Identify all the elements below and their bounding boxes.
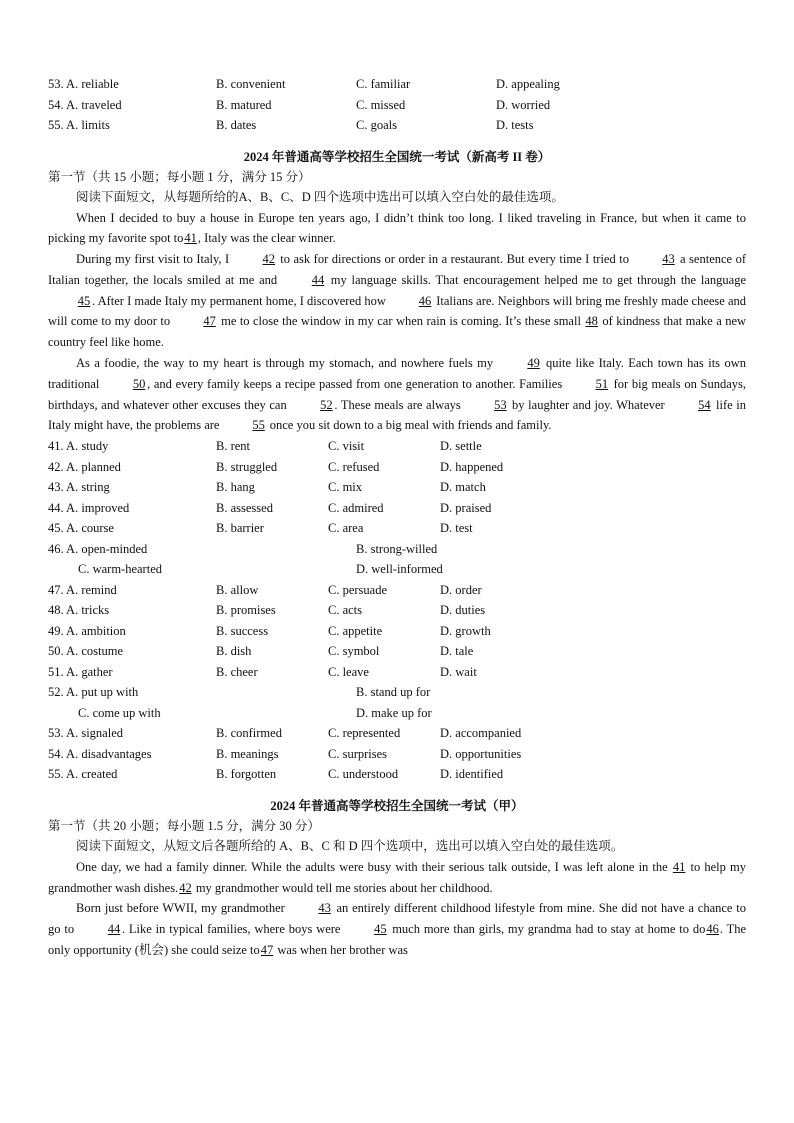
exam3-instruction: 阅读下面短文，从短文后各题所给的 A、B、C 和 D 四个选项中，选出可以填入空白处的最佳选项。 — [76, 839, 624, 854]
blank-53: 53 — [494, 397, 507, 412]
top-options — [48, 74, 746, 136]
option-row-54b: 54. A. disadvantages B. meanings C. surprises D. opportunities — [48, 746, 522, 761]
exam2-section-header: 第一节（共 15 小题；每小题 1 分，满分 15 分） — [48, 169, 311, 184]
option-row-43: 43. A. string B. hang C. mix D. match — [48, 480, 486, 495]
option-row-55: 55. A. limits B. dates C. goals D. tests — [48, 118, 534, 132]
blank-50: 50 — [132, 376, 146, 391]
option-row-53b: 53. A. signaled B. confirmed C. represented D. accompanied — [48, 726, 522, 741]
blank-48: 48 — [585, 314, 598, 329]
option-row-55b: 55. A. created B. forgotten C. understood D. identified — [48, 767, 504, 782]
option-row-48: 48. A. tricks B. promises C. acts D. duties — [48, 603, 486, 618]
blank-44b: 44 — [107, 922, 121, 937]
exam3-paragraph-1: One day, we had a family dinner. While the adults were busy with their serious talk outside, I was left alone in the 41 to help my grandmother wash dishes.42 my grandmother would tell me stories about her childhood. — [48, 859, 747, 895]
option-row-41: 41. A. study B. rent C. visit D. settle — [48, 439, 482, 454]
blank-46b: 46 — [706, 922, 719, 937]
blank-42: 42 — [262, 252, 275, 267]
blank-43: 43 — [662, 252, 675, 267]
exam2-instruction: 阅读下面短文，从每题所给的A、B、C、D 四个选项中选出可以填入空白处的最佳选项。 — [76, 190, 564, 204]
blank-43b: 43 — [318, 901, 331, 916]
blank-54: 54 — [698, 397, 711, 412]
option-row-51: 51. A. gather B. cheer C. leave D. wait — [48, 664, 477, 679]
option-row-45: 45. A. course B. barrier C. area D. test — [48, 521, 473, 536]
blank-45b: 45 — [374, 922, 387, 937]
exam2-paragraph-3: As a foodie, the way to my heart is through my stomach, and nowhere fuels my 49 quite like Italy. Each town has its own traditional 50 , and every family keeps a recipe passed from one generation to another. Families 51 for big meals on Sundays, birthdays, and whatever other excuses they can 52 . These meals are always 53 by laughter and joy. Whatever 54 life in Italy might have, the problems are 55 once you sit down to a big meal with friends and family. — [48, 353, 746, 436]
blank-46: 46 — [418, 293, 432, 308]
exam3-paragraph-2: Born just before WWII, my grandmother 43 an entirely different childhood lifestyle from mine. She did not have a chance to go to 44 . Like in typical families, where boys were 45 much more than girls, my grandma had to stay at home to do46. The only opportunity (机会) she could seize to47 was when her brother was — [48, 898, 746, 960]
blank-42b: 42 — [179, 880, 192, 895]
exam2-paragraph-1: When I decided to buy a house in Europe ten years ago, I didn’t think too long. I liked traveling in France, but when it came to picking my favorite spot to41, Italy was the clear winner. — [48, 210, 746, 246]
blank-41b: 41 — [672, 859, 686, 874]
blank-55: 55 — [252, 418, 265, 433]
blank-41: 41 — [184, 231, 197, 246]
option-row-52a: 52. A. put up with B. stand up for — [48, 685, 431, 700]
blank-45: 45 — [77, 293, 91, 308]
blank-49: 49 — [527, 356, 540, 371]
option-row-44: 44. A. improved B. assessed C. admired D. praised — [48, 500, 492, 515]
exam2-paragraph-2: During my first visit to Italy, I 42 to ask for directions or order in a restaurant. But every time I tried to 43 a sentence of Italian together, the locals smiled at me and 44 my language skills. That encouragement helped me to get through the language 45 . After I made Italy my permanent home, I discovered how 46 Italians are. Neighbors will bring me freshly made cheese and will come to my door to 47 me to close the window in my car when rain is coming. It’s these small 48 of kindness that make a new country feel like home. — [48, 249, 746, 353]
exam-page — [48, 74, 746, 961]
blank-47: 47 — [203, 314, 216, 329]
exam2-options — [48, 436, 746, 785]
option-row-52b: C. come up with D. make up for — [78, 705, 432, 720]
option-row-47: 47. A. remind B. allow C. persuade D. order — [48, 582, 482, 597]
option-row-53: 53. A. reliable B. convenient C. familiar D. appealing — [48, 77, 560, 91]
exam3-title: 2024 年普通高等学校招生全国统一考试（甲） — [270, 798, 524, 813]
blank-51: 51 — [595, 376, 609, 391]
option-row-46a: 46. A. open-minded B. strong-willed — [48, 541, 438, 556]
blank-52: 52 — [320, 397, 333, 412]
option-row-49: 49. A. ambition B. success C. appetite D. growth — [48, 623, 491, 638]
exam3-section-header: 第一节（共 20 小题；每小题 1.5 分，满分 30 分） — [48, 818, 320, 833]
option-row-42: 42. A. planned B. struggled C. refused D. happened — [48, 459, 504, 474]
option-row-54: 54. A. traveled B. matured C. missed D. worried — [48, 97, 551, 112]
blank-47b: 47 — [260, 942, 274, 957]
option-row-46b: C. warm-hearted D. well-informed — [78, 562, 443, 577]
exam2-title: 2024 年普通高等学校招生全国统一考试（新高考 II 卷） — [243, 149, 551, 164]
option-row-50: 50. A. costume B. dish C. symbol D. tale — [48, 644, 474, 659]
blank-44: 44 — [311, 272, 325, 287]
